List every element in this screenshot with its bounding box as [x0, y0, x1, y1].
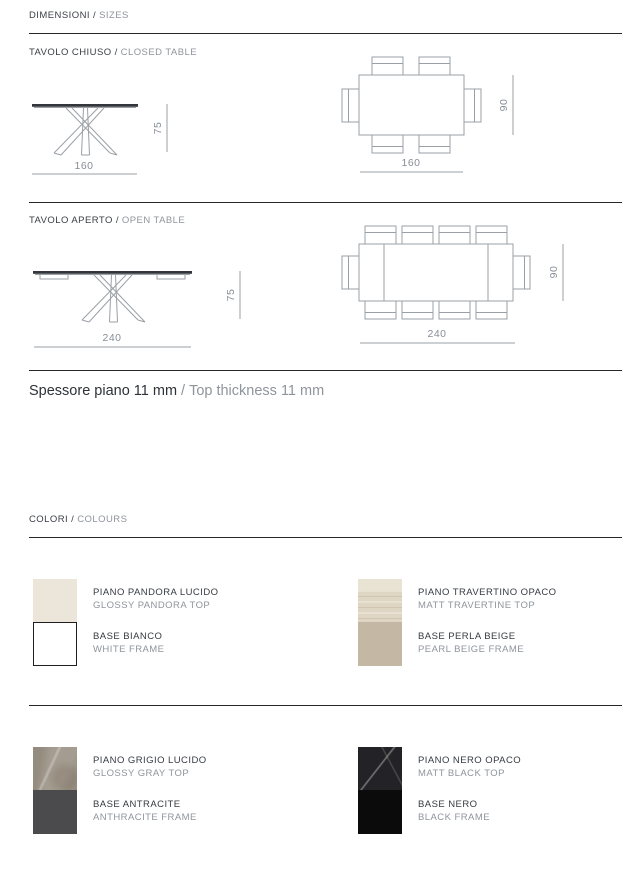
finish-name-it: BASE BIANCO [93, 631, 163, 642]
height-dimension [225, 271, 240, 319]
tabletop-plan [359, 75, 464, 135]
divider-colours [29, 537, 622, 538]
finish-name-it: BASE NERO [418, 799, 478, 810]
finish-name-it: PIANO GRIGIO LUCIDO [93, 755, 207, 766]
dimension-label-height: 75 [225, 288, 237, 302]
thickness-it: Spessore piano 11 mm [29, 383, 178, 399]
colour-option-grigio-antracite [33, 747, 333, 835]
swatch-white-base [33, 622, 77, 666]
dimensions-section-title [29, 10, 129, 22]
open-table-top-view-drawing [330, 218, 580, 358]
swatch-black-base [358, 790, 402, 834]
finish-name-it: PIANO NERO OPACO [418, 755, 522, 766]
finish-name-en: GLOSSY PANDORA TOP [93, 600, 211, 611]
swatch-anthracite-base [33, 790, 77, 834]
colours-title-en: COLOURS [77, 514, 128, 525]
slash-separator: / [114, 47, 118, 58]
finish-name-it: PIANO TRAVERTINO OPACO [418, 587, 557, 598]
slash-separator: / [92, 10, 97, 21]
dimension-label-depth: 90 [498, 98, 510, 112]
top-finish-label [418, 586, 557, 612]
slash-separator: / [181, 383, 186, 399]
closed-table-title [29, 47, 197, 59]
colours-title-it: COLORI [29, 514, 69, 525]
finish-name-en: GLOSSY GRAY TOP [93, 768, 190, 779]
depth-dimension [498, 75, 513, 135]
width-dimension [360, 328, 515, 343]
finish-name-en: BLACK FRAME [418, 812, 490, 823]
base-finish-label [418, 630, 524, 656]
divider-colour-rows [29, 705, 622, 706]
top-finish-label [418, 754, 521, 780]
divider-top [29, 33, 622, 34]
table-legs [34, 108, 136, 156]
finish-name-it: BASE ANTRACITE [93, 799, 181, 810]
closed-title-it: TAVOLO CHIUSO [29, 47, 112, 58]
colours-section-title [29, 514, 127, 526]
base-finish-label [93, 798, 197, 824]
dimension-label-width: 160 [401, 157, 421, 169]
open-table-side-view-drawing [20, 250, 260, 355]
dimension-label-width: 240 [427, 328, 447, 340]
swatch-pandora-marble-top [33, 579, 77, 622]
swatch-travertine-top [358, 579, 402, 622]
tabletop-bar [32, 104, 138, 107]
dimension-label-width: 160 [74, 160, 94, 172]
width-dimension [32, 160, 137, 174]
thickness-en: Top thickness 11 mm [189, 383, 325, 399]
dimensions-title-it: DIMENSIONI [29, 10, 90, 21]
base-finish-label [93, 630, 164, 656]
dimension-label-height: 75 [152, 121, 164, 135]
colour-option-pandora-bianco [33, 579, 333, 667]
tabletop-bar [33, 271, 192, 274]
top-finish-label [93, 586, 219, 612]
base-finish-label [418, 798, 490, 824]
depth-dimension [548, 244, 563, 301]
open-title-it: TAVOLO APERTO [29, 215, 113, 226]
tabletop-plan [359, 244, 513, 301]
height-dimension [152, 104, 167, 152]
finish-name-en: PEARL BEIGE FRAME [418, 644, 525, 655]
finish-name-en: MATT BLACK TOP [418, 768, 505, 779]
finish-name-en: WHITE FRAME [93, 644, 165, 655]
dimension-label-depth: 90 [548, 265, 560, 279]
colour-option-travertino-perla [358, 579, 637, 667]
swatch-pearl-beige-base [358, 622, 402, 666]
closed-table-top-view-drawing [330, 55, 530, 185]
divider-closed-open [29, 202, 622, 203]
top-finish-label [93, 754, 207, 780]
closed-table-side-view-drawing [20, 95, 180, 180]
closed-title-en: CLOSED TABLE [120, 47, 197, 58]
finish-name-en: ANTHRACITE FRAME [93, 812, 197, 823]
slash-separator: / [115, 215, 119, 226]
colour-option-nero [358, 747, 637, 835]
dimension-label-width: 240 [102, 332, 122, 344]
width-dimension [34, 332, 191, 347]
dimensions-title-en: SIZES [99, 10, 129, 21]
swatch-black-marble-top [358, 747, 402, 790]
open-title-en: OPEN TABLE [121, 215, 186, 226]
finish-name-it: PIANO PANDORA LUCIDO [93, 587, 219, 598]
slash-separator: / [71, 514, 75, 525]
finish-name-it: BASE PERLA BEIGE [418, 631, 516, 642]
finish-name-en: MATT TRAVERTINE TOP [418, 600, 536, 611]
top-thickness-note [29, 382, 324, 401]
divider-open-thickness [29, 370, 622, 371]
open-table-title [29, 215, 185, 227]
swatch-gray-marble-top [33, 747, 77, 790]
width-dimension [360, 157, 463, 172]
table-legs [35, 275, 190, 323]
